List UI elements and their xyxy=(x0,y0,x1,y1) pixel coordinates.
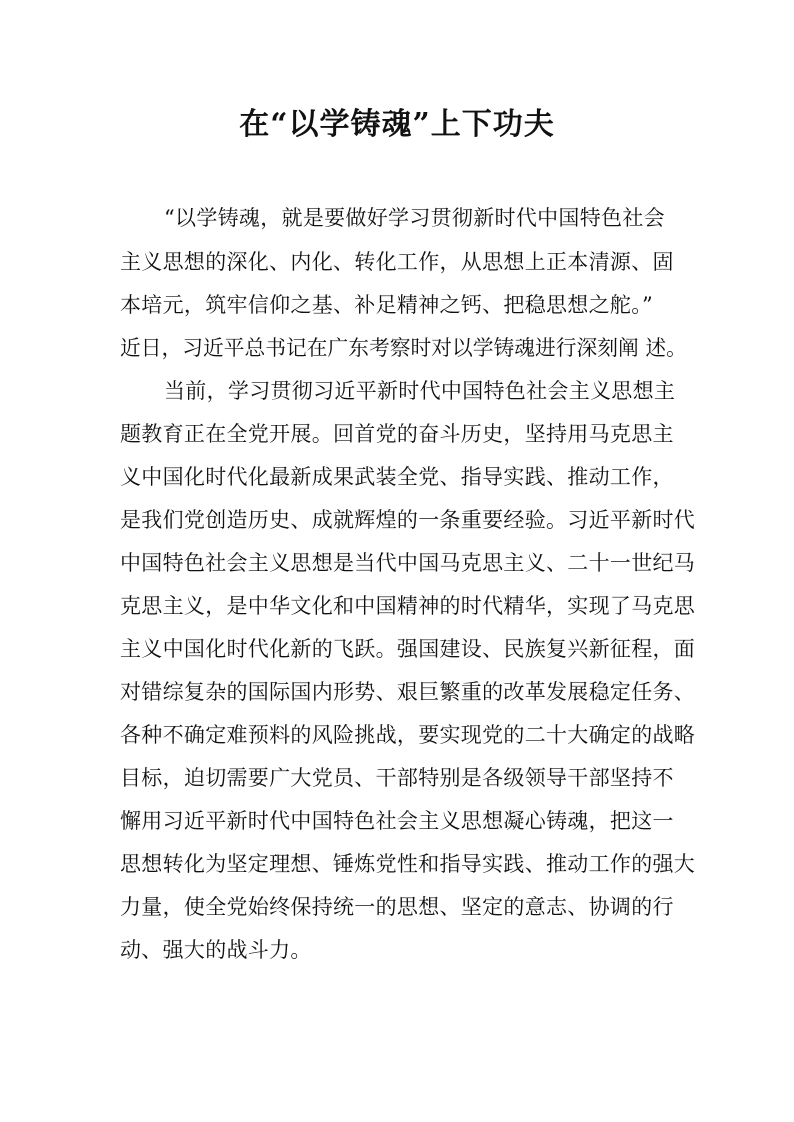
paragraph-line: 各种不确定难预料的风险挑战，要实现党的二十大确定的战略 xyxy=(120,723,696,747)
paragraph-line: 中国特色社会主义思想是当代中国马克思主义、二十一世纪马 xyxy=(120,551,696,575)
paragraph-line: 义中国化时代化最新成果武装全党、指导实践、推动工作， xyxy=(120,465,674,489)
paragraph-line: 当前，学习贯彻习近平新时代中国特色社会主义思想主 xyxy=(164,379,676,403)
paragraph-line: 动、强大的战斗力。 xyxy=(120,938,312,962)
paragraph-line: 是我们党创造历史、成就辉煌的一条重要经验。习近平新时代 xyxy=(120,508,696,532)
paragraph-line: “以学铸魂，就是要做好学习贯彻新时代中国特色社会 xyxy=(164,206,665,230)
paragraph-line: 对错综复杂的国际国内形势、艰巨繁重的改革发展稳定任务、 xyxy=(120,680,696,704)
paragraph-line: 目标，迫切需要广大党员、干部特别是各级领导干部坚持不 xyxy=(120,766,674,790)
paragraph-line: 本培元，筑牢信仰之基、补足精神之钙、把稳思想之舵。” xyxy=(120,293,654,317)
paragraph-line: 主义思想的深化、内化、转化工作，从思想上正本清源、固 xyxy=(120,250,674,274)
paragraph-line: 克思主义，是中华文化和中国精神的时代精华，实现了马克思 xyxy=(120,594,696,618)
paragraph-line: 懈用习近平新时代中国特色社会主义思想凝心铸魂，把这一 xyxy=(120,809,674,833)
paragraph-line: 力量，使全党始终保持统一的思想、坚定的意志、协调的行 xyxy=(120,895,674,919)
paragraph-line: 思想转化为坚定理想、锤炼党性和指导实践、推动工作的强大 xyxy=(120,852,696,876)
paragraph-line: 近日，习近平总书记在广东考察时对以学铸魂进行深刻阐 述。 xyxy=(120,336,687,360)
document-title: 在“以学铸魂”上下功夫 xyxy=(239,107,555,142)
paragraph-line: 题教育正在全党开展。回首党的奋斗历史，坚持用马克思主 xyxy=(120,422,674,446)
paragraph-line: 主义中国化时代化新的飞跃。强国建设、民族复兴新征程，面 xyxy=(120,637,696,661)
